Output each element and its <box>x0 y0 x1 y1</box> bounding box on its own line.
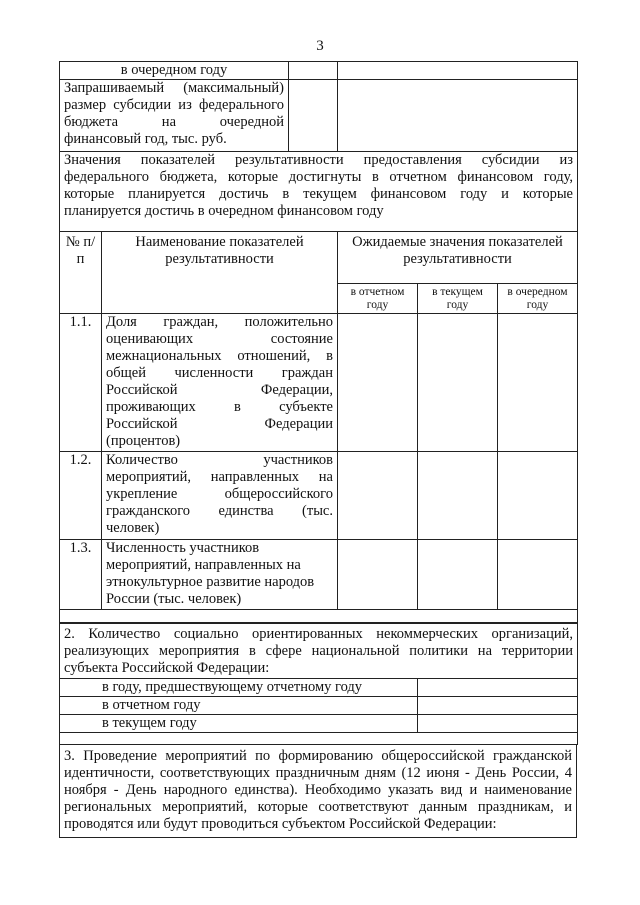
nko-row-value <box>418 679 578 697</box>
value-next-year <box>498 313 578 451</box>
subsidy-table <box>59 61 578 152</box>
value-reporting-year <box>338 539 418 609</box>
requested-subsidy-cell-a <box>289 80 338 152</box>
indicator-name: Численность участников мероприятий, направленных на этнокультурное развитие народов России (тыс. человек) <box>102 539 338 609</box>
section2-heading: 2. Количество социально ориентированных некоммерческих организаций, реализующих мероприятия в сфере национальной политики на территории субъекта Российской Федерации: <box>60 623 578 679</box>
next-year-label: в очередном году <box>60 62 289 80</box>
nko-row-label: в отчетном году <box>60 697 418 715</box>
value-current-year <box>418 539 498 609</box>
header-name: Наименование показателей результативности <box>102 231 338 313</box>
next-year-cell-b <box>338 62 578 80</box>
header-next-year: в очередном году <box>498 283 578 313</box>
nko-table <box>59 622 578 745</box>
form-document <box>59 61 577 838</box>
row-num: 1.2. <box>60 451 102 539</box>
spacer-row <box>60 609 578 623</box>
indicator-name: Доля граждан, положительно оценивающих состояние межнациональных отношений, в общей численности граждан Российской Федерации, проживающих в субъекте Российской Федерации (процентов) <box>102 313 338 451</box>
events-table <box>59 744 577 838</box>
requested-subsidy-cell-b <box>338 80 578 152</box>
next-year-cell-a <box>289 62 338 80</box>
nko-row-value <box>418 697 578 715</box>
value-next-year <box>498 451 578 539</box>
page-number: 3 <box>316 38 324 54</box>
header-num: № п/п <box>60 231 102 313</box>
header-current-year: в текущем году <box>418 283 498 313</box>
value-reporting-year <box>338 451 418 539</box>
nko-row-label: в году, предшествующему отчетному году <box>60 679 418 697</box>
row-num: 1.3. <box>60 539 102 609</box>
header-expected: Ожидаемые значения показателей результативности <box>338 231 578 283</box>
header-reporting-year: в отчетном году <box>338 283 418 313</box>
indicators-intro: Значения показателей результативности предоставления субсидии из федерального бюджета, которые достигнуты в отчетном финансовом году, которые планируется достичь в текущем финансовом году и которые планируется достичь в очередном финансовом году <box>60 151 578 231</box>
nko-row-value <box>418 715 578 733</box>
indicator-name: Количество участников мероприятий, направленных на укрепление общероссийского гражданского единства (тыс. человек) <box>102 451 338 539</box>
requested-subsidy-label: Запрашиваемый (максимальный) размер субсидии из федерального бюджета на очередной финансовый год, тыс. руб. <box>60 80 289 152</box>
spacer-row <box>60 733 578 745</box>
value-reporting-year <box>338 313 418 451</box>
value-current-year <box>418 451 498 539</box>
value-next-year <box>498 539 578 609</box>
section3-heading: 3. Проведение мероприятий по формированию общероссийской гражданской идентичности, соответствующих праздничным дням (12 июня - День России, 4 ноября - День народного единства). Необходимо указать вид и наименование региональных мероприятий, которые соответствуют данным праздникам, и проводятся или будут проводиться субъектом Российской Федерации: <box>60 745 577 838</box>
indicators-table <box>59 151 578 624</box>
row-num: 1.1. <box>60 313 102 451</box>
value-current-year <box>418 313 498 451</box>
nko-row-label: в текущем году <box>60 715 418 733</box>
